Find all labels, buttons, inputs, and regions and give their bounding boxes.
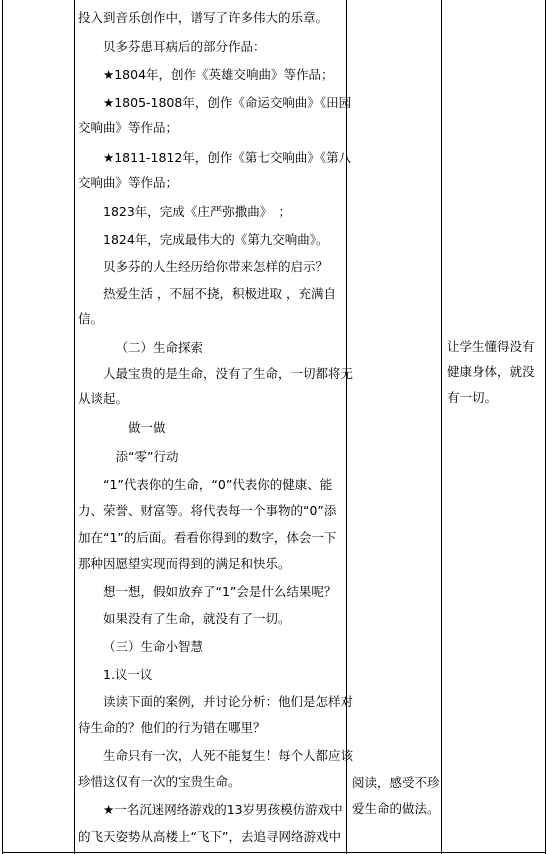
intent-line: 让学生懂得没有 bbox=[447, 339, 535, 354]
intent-line: 有一切。 bbox=[447, 390, 498, 405]
content-line: 投入到音乐创作中，谱写了许多伟大的乐章。 bbox=[78, 10, 329, 25]
table-border-left bbox=[2, 0, 3, 854]
content-line: 贝多芬的人生经历给你带来怎样的启示？ bbox=[103, 259, 329, 274]
column-divider-1 bbox=[74, 0, 75, 854]
content-line: ★1811-1812年，创作《第七交响曲》《第八 bbox=[103, 150, 352, 165]
content-line: 添“零”行动 bbox=[115, 449, 179, 464]
content-line: ★一名沉迷网络游戏的13岁男孩模仿游戏中 bbox=[103, 802, 343, 817]
content-line: 力、荣誉、财富等。将代表每一个事物的“0”添 bbox=[78, 503, 337, 518]
content-line: 那种因愿望实现而得到的满足和快乐。 bbox=[78, 556, 291, 571]
content-line: ★1805-1808年，创作《命运交响曲》《田园 bbox=[103, 95, 352, 110]
content-line: 珍惜这仅有一次的宝贵生命。 bbox=[78, 774, 241, 789]
content-line: 从谈起。 bbox=[78, 391, 129, 406]
content-line: （二）生命探索 bbox=[115, 340, 204, 355]
table-border-right bbox=[545, 0, 546, 854]
content-line: 如果没有了生命，就没有了一切。 bbox=[103, 611, 291, 626]
content-line: 做一做 bbox=[128, 420, 166, 435]
content-line: 1823年，完成《庄严弥撒曲》 ； bbox=[103, 204, 292, 219]
table-border-bottom bbox=[2, 852, 546, 853]
content-line: “1”代表你的生命，“0”代表你的健康、能 bbox=[103, 477, 333, 492]
content-line: 加在“1”的后面。看看你得到的数字，体会一下 bbox=[78, 530, 337, 545]
content-line: 读读下面的案例，并讨论分析：他们是怎样对 bbox=[103, 694, 354, 709]
content-line: 想一想，假如放弃了“1”会是什么结果呢？ bbox=[103, 584, 337, 599]
content-line: 交响曲》等作品； bbox=[78, 120, 179, 135]
activity-line: 爱生命的做法。 bbox=[352, 801, 440, 816]
content-line: 生命只有一次，人死不能复生！每个人都应该 bbox=[103, 748, 354, 763]
content-line: 交响曲》等作品； bbox=[78, 175, 179, 190]
content-line: 热爱生活 ，不屈不挠，积极进取 ，充满自 bbox=[103, 286, 336, 301]
content-line: 贝多芬患耳病后的部分作品： bbox=[103, 39, 266, 54]
intent-line: 健康身体，就没 bbox=[447, 364, 535, 379]
activity-line: 阅读，感受不珍 bbox=[352, 775, 440, 790]
content-line: 1824年，完成最伟大的《第九交响曲》。 bbox=[103, 232, 329, 247]
content-line: 人最宝贵的是生命，没有了生命，一切都将无 bbox=[103, 366, 354, 381]
content-line: 1.议一议 bbox=[103, 667, 153, 682]
content-line: 信。 bbox=[78, 311, 104, 326]
content-line: 待生命的？他们的行为错在哪里？ bbox=[78, 720, 266, 735]
column-divider-2 bbox=[346, 0, 347, 854]
content-line: 的飞天姿势从高楼上“飞下”，去追寻网络游戏中 bbox=[78, 829, 341, 844]
content-line: ★1804年，创作《英雄交响曲》等作品； bbox=[103, 67, 334, 82]
content-line: （三）生命小智慧 bbox=[103, 639, 204, 654]
column-divider-3 bbox=[441, 0, 442, 854]
